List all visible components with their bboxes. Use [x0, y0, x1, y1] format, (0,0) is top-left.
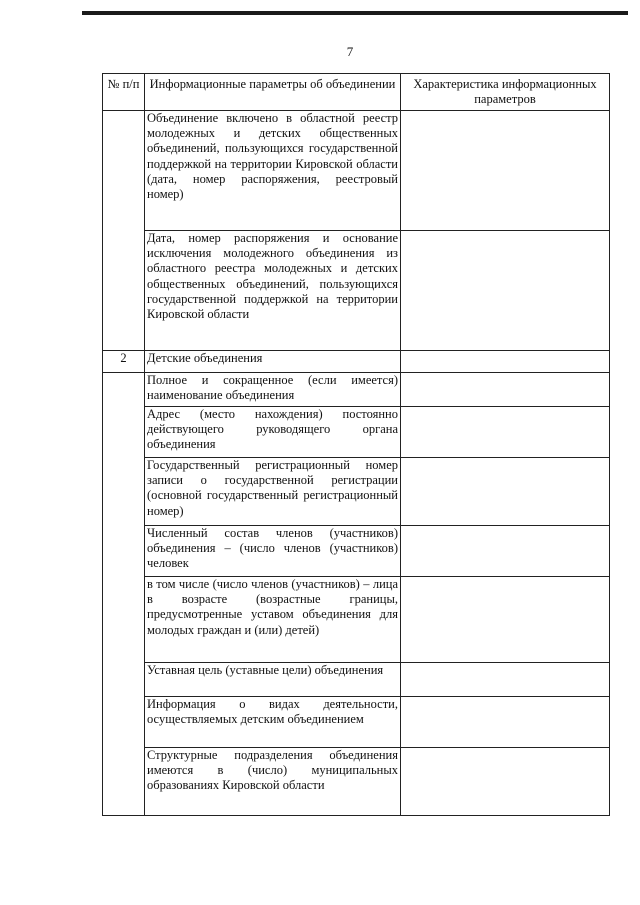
param-cell: в том числе (число членов (участников) – лица в возрасте (возрастные границы, предусмотренные уставом объединения для молодых граждан и (или) детей): [145, 577, 401, 663]
param-cell: Адрес (место нахождения) постоянно действующего руководящего органа объединения: [145, 407, 401, 458]
value-cell: [401, 663, 610, 697]
section-title: Детские объединения: [145, 351, 401, 373]
value-cell: [401, 111, 610, 231]
value-cell: [401, 458, 610, 526]
param-cell: Уставная цель (уставные цели) объединения: [145, 663, 401, 697]
value-cell: [401, 407, 610, 458]
param-cell: Численный состав членов (участников) объединения – (число членов (участников) человек: [145, 526, 401, 577]
value-cell: [401, 697, 610, 748]
value-cell: [401, 231, 610, 351]
row-number-empty: [103, 111, 145, 351]
section-number: 2: [103, 351, 145, 373]
table-row: [103, 697, 610, 748]
table-row: [103, 526, 610, 577]
page-number: 7: [346, 44, 354, 59]
header-characteristics: Характеристика информационных параметров: [401, 74, 610, 111]
table-row: [103, 458, 610, 526]
table-row: [103, 407, 610, 458]
value-cell: [401, 373, 610, 407]
param-cell: Дата, номер распоряжения и основание исключения молодежного объединения из областного реестра молодежных и детских общественных объединений, пользующихся государственной поддержкой на территории Кировской области: [145, 231, 401, 351]
table-row: [103, 231, 610, 351]
row-number-empty: [103, 373, 145, 816]
header-params: Информационные параметры об объединении: [145, 74, 401, 111]
table-header-row: [103, 74, 610, 111]
param-cell: Государственный регистрационный номер записи о государственной регистрации (основной государственный регистрационный номер): [145, 458, 401, 526]
param-cell: Объединение включено в областной реестр молодежных и детских общественных объединений, пользующихся государственной поддержкой на территории Кировской области (дата, номер распоряжения, реестровый номер): [145, 111, 401, 231]
section-row: [103, 351, 610, 373]
table-row: [103, 748, 610, 816]
param-cell: Полное и сокращенное (если имеется) наименование объединения: [145, 373, 401, 407]
header-number: № п/п: [103, 74, 145, 111]
top-rule: [82, 11, 628, 15]
param-cell: Структурные подразделения объединения имеются в (число) муниципальных образованиях Кировской области: [145, 748, 401, 816]
table-row: [103, 111, 610, 231]
value-cell: [401, 526, 610, 577]
table-row: [103, 373, 610, 407]
value-cell: [401, 748, 610, 816]
table-row: [103, 577, 610, 663]
table-row: [103, 663, 610, 697]
info-parameters-table: [102, 73, 610, 816]
param-cell: Информация о видах деятельности, осуществляемых детским объединением: [145, 697, 401, 748]
value-cell: [401, 577, 610, 663]
value-cell: [401, 351, 610, 373]
